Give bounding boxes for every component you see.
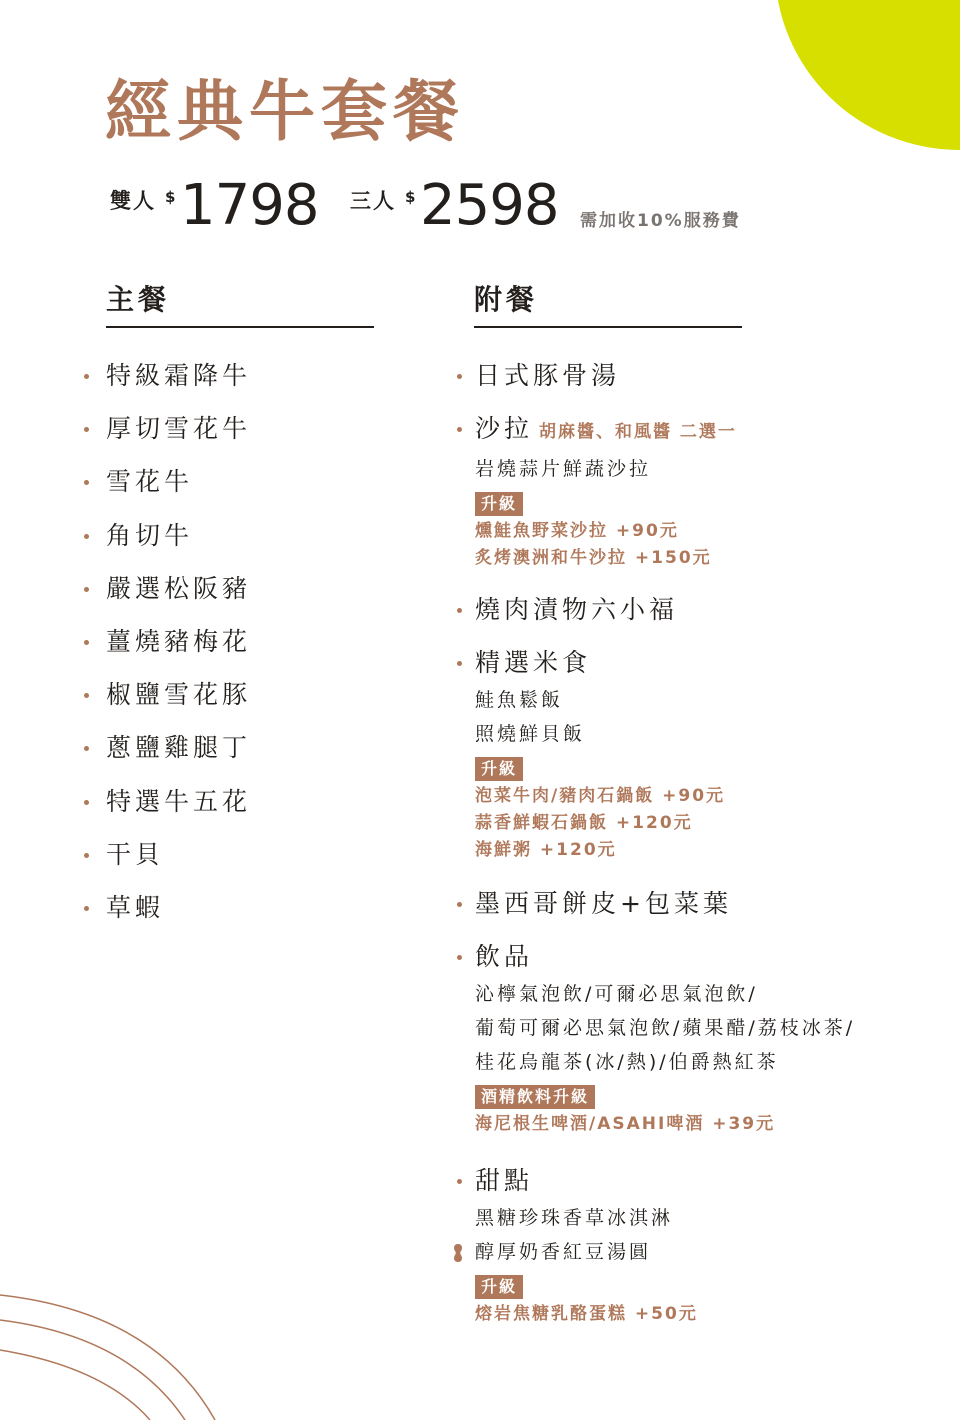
upgrade-option: 燻鮭魚野菜沙拉 +90元 <box>475 521 679 541</box>
three-person-price: 2598 <box>420 173 559 238</box>
drink-line: 沁檸氣泡飲/可爾必思氣泡飲/ <box>475 983 758 1005</box>
dessert-option: 黑糖珍珠香草冰淇淋 <box>475 1207 674 1229</box>
side-item-pickles: 燒肉漬物六小福 <box>455 590 935 630</box>
side-item-soup: 日式豚骨湯 <box>455 356 935 396</box>
side-item-drinks: 飲品 沁檸氣泡飲/可爾必思氣泡飲/ 葡萄可爾必思氣泡飲/蘋果醋/荔枝冰茶/ 桂花烏龍茶(冰/熱)/伯爵熱紅茶 酒精飲料升級 海尼根生啤酒/ASAHI啤酒 +39元 <box>455 937 935 1138</box>
list-item: 蔥鹽雞腿丁 <box>80 728 251 781</box>
bullet-icon <box>84 374 89 379</box>
bullet-icon <box>457 955 462 960</box>
list-item: 雪花牛 <box>80 462 251 515</box>
bullet-icon <box>84 427 89 432</box>
upgrade-option: 泡菜牛肉/豬肉石鍋飯 +90元 <box>475 786 726 806</box>
bullet-icon <box>457 374 462 379</box>
list-item: 薑燒豬梅花 <box>80 622 251 675</box>
alcohol-upgrade-badge: 酒精飲料升級 <box>475 1085 595 1109</box>
bullet-icon <box>457 902 462 907</box>
list-item: 特選牛五花 <box>80 782 251 835</box>
bullet-icon <box>84 800 89 805</box>
side-item-dessert: 甜點 黑糖珍珠香草冰淇淋 醇厚奶香紅豆湯圓 升級 熔岩焦糖乳酪蛋糕 +50元 <box>455 1161 935 1328</box>
rice-option: 鮭魚鬆飯 <box>475 689 564 711</box>
side-item-wrap: 墨西哥餅皮+包菜葉 <box>455 884 935 924</box>
bullet-icon <box>84 693 89 698</box>
two-person-label: 雙人 <box>110 189 156 213</box>
drink-line: 桂花烏龍茶(冰/熱)/伯爵熱紅茶 <box>475 1051 779 1073</box>
list-item: 特級霜降牛 <box>80 356 251 409</box>
side-item-rice: 精選米食 鮭魚鬆飯 照燒鮮貝飯 升級 泡菜牛肉/豬肉石鍋飯 +90元 蒜香鮮蝦石鍋飯 +120元 海鮮粥 +120元 <box>455 643 935 864</box>
dressing-choice: 胡麻醬、和風醬 二選一 <box>539 422 737 442</box>
list-item: 角切牛 <box>80 516 251 569</box>
page-title: 經典牛套餐 <box>105 73 465 150</box>
drink-line: 葡萄可爾必思氣泡飲/蘋果醋/荔枝冰茶/ <box>475 1017 856 1039</box>
decorative-arcs <box>0 1280 240 1420</box>
dessert-option: 醇厚奶香紅豆湯圓 <box>475 1241 652 1263</box>
list-item: 嚴選松阪豬 <box>80 569 251 622</box>
bullet-icon <box>457 427 462 432</box>
bullet-icon <box>84 480 89 485</box>
bullet-icon <box>457 661 462 666</box>
dessert-option-row <box>455 1235 935 1269</box>
upgrade-option: 蒜香鮮蝦石鍋飯 +120元 <box>475 813 693 833</box>
bullet-icon <box>84 746 89 751</box>
list-item: 椒鹽雪花豚 <box>80 675 251 728</box>
rice-option: 照燒鮮貝飯 <box>475 723 586 745</box>
side-item-salad: 沙拉 胡麻醬、和風醬 二選一 岩燒蒜片鮮蔬沙拉 升級 燻鮭魚野菜沙拉 +90元 炙烤澳洲和牛沙拉 +150元 <box>455 409 935 572</box>
upgrade-option: 熔岩焦糖乳酪蛋糕 +50元 <box>475 1304 698 1324</box>
bullet-icon <box>457 1179 462 1184</box>
bullet-icon <box>84 853 89 858</box>
peanut-allergen-icon <box>451 1243 465 1263</box>
bullet-icon <box>84 640 89 645</box>
upgrade-option: 海鮮粥 +120元 <box>475 840 617 860</box>
side-dish-heading: 附餐 <box>474 278 742 328</box>
list-item: 干貝 <box>80 835 251 888</box>
salad-default: 岩燒蒜片鮮蔬沙拉 <box>475 458 652 480</box>
three-person-currency: $ <box>405 188 416 206</box>
list-item: 厚切雪花牛 <box>80 409 251 462</box>
list-item: 草蝦 <box>80 888 251 941</box>
main-course-list <box>80 356 251 941</box>
upgrade-option: 海尼根生啤酒/ASAHI啤酒 +39元 <box>475 1114 776 1134</box>
bullet-icon <box>457 608 462 613</box>
bullet-icon <box>84 906 89 911</box>
upgrade-badge: 升級 <box>475 1275 523 1299</box>
upgrade-option: 炙烤澳洲和牛沙拉 +150元 <box>475 548 712 568</box>
bullet-icon <box>84 587 89 592</box>
upgrade-badge: 升級 <box>475 492 523 516</box>
main-course-heading: 主餐 <box>106 278 374 328</box>
decorative-blob <box>775 0 960 150</box>
three-person-label: 三人 <box>350 189 396 213</box>
two-person-price: 1798 <box>180 173 319 238</box>
bullet-icon <box>84 534 89 539</box>
service-charge-note: 需加收10%服務費 <box>580 211 741 231</box>
upgrade-badge: 升級 <box>475 757 523 781</box>
two-person-currency: $ <box>165 188 176 206</box>
